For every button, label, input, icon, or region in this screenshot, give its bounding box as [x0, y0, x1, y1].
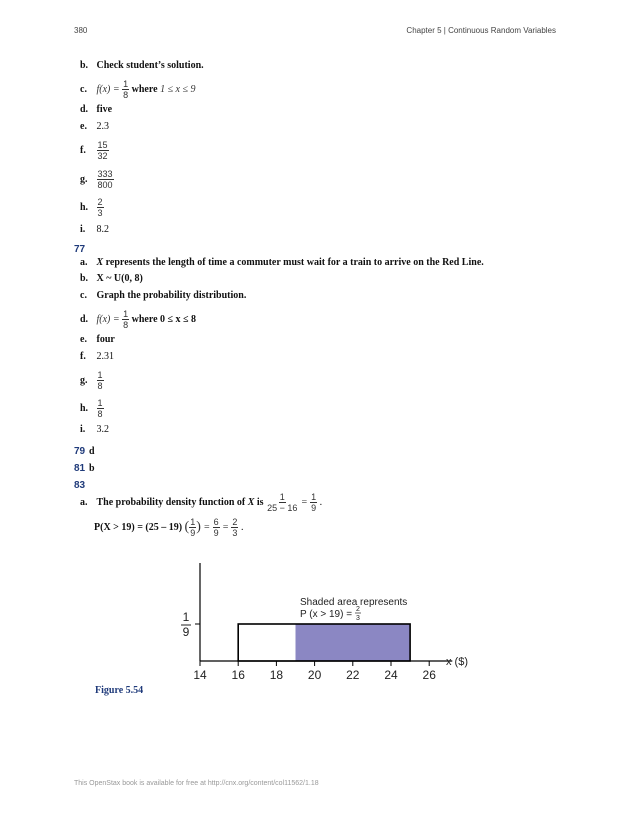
fraction: $\frac{2}{3}$	[97, 197, 103, 218]
y-tick-numerator: 1	[182, 610, 190, 624]
page-number: 380	[74, 26, 88, 35]
answer-e	[80, 121, 109, 133]
period: .	[319, 496, 323, 508]
x-tick-label: 14	[193, 668, 207, 682]
answer-h	[80, 197, 104, 218]
shaded-region	[296, 624, 411, 661]
fraction: $\frac{1}{25 - 16}$	[267, 492, 298, 513]
annotation-numerator: 2	[356, 606, 360, 613]
answer-77f	[80, 351, 114, 363]
equals-sign: =	[300, 496, 308, 508]
fraction: $\frac{1}{8}$	[123, 309, 129, 330]
fraction: $\frac{2}{3}$	[232, 517, 238, 538]
answer-b	[80, 60, 204, 72]
answer-text: The probability density function of	[96, 496, 246, 508]
answer-g	[80, 169, 114, 190]
fraction: $\frac{1}{8}$	[97, 398, 103, 419]
answer-77a	[80, 257, 484, 269]
variable: X	[247, 496, 255, 508]
item-label: i.	[80, 224, 86, 235]
fraction: $\frac{1}{8}$	[123, 79, 129, 100]
answer-text: 2.31	[96, 351, 114, 362]
item-label: c.	[80, 290, 87, 301]
annotation-denominator: 3	[356, 615, 360, 622]
equals-sign: =	[222, 521, 229, 533]
answer-text: Graph the probability distribution.	[96, 290, 247, 301]
annotation-line-1: Shaded area represents	[300, 597, 408, 608]
item-label: h.	[80, 402, 89, 414]
item-label: b.	[80, 60, 89, 71]
item-label: f.	[80, 351, 86, 362]
fraction: $\frac{1}{9}$	[311, 492, 317, 513]
answer-83a	[80, 492, 322, 513]
fraction: $\frac{6}{9}$	[213, 517, 219, 538]
x-tick-label: 20	[307, 668, 322, 682]
item-label: e.	[80, 121, 87, 132]
answer-text: Check student’s solution.	[96, 60, 204, 71]
footer-note: This OpenStax book is available for free at http://cnx.org/content/col11562/1.18	[74, 780, 319, 787]
fraction: $\frac{1}{8}$	[97, 370, 103, 391]
item-label: d.	[80, 313, 89, 325]
range-expr: 1 ≤ x ≤ 9	[160, 83, 196, 95]
item-label: c.	[80, 83, 87, 95]
problem-number-83: 83	[74, 480, 86, 491]
problem-number-81: 81	[74, 463, 86, 474]
chapter-header: Chapter 5 | Continuous Random Variables	[406, 26, 556, 35]
answer-77i	[80, 424, 109, 436]
item-label: h.	[80, 201, 89, 213]
x-tick-label: 22	[346, 668, 360, 682]
item-label: g.	[80, 173, 88, 185]
figure-caption: Figure 5.54	[95, 685, 144, 696]
item-label: f.	[80, 144, 86, 156]
probability-calc: P(X > 19) = (25 – 19) ( $\frac{1}{9}$ ) = $\frac{6}{9}$ = $\frac{2}{3}$ .	[94, 517, 244, 538]
answer-c	[80, 79, 195, 100]
x-tick-label: 26	[422, 668, 436, 682]
fraction: $\frac{15}{32}$	[97, 140, 108, 161]
problem-number-77: 77	[74, 244, 86, 255]
item-label: b.	[80, 273, 89, 284]
answer-77g	[80, 370, 104, 391]
answer-text: represents the length of time a commuter must wait for a train to arrive on the Red Line.	[103, 257, 484, 268]
problem-number-79: 79	[74, 446, 86, 457]
answer-text: b	[89, 463, 95, 474]
fraction: $\frac{333}{800}$	[97, 169, 113, 190]
answer-text: four	[96, 334, 115, 345]
answer-text: 2.3	[96, 121, 109, 132]
answer-79	[89, 446, 95, 458]
y-tick-denominator: 9	[182, 625, 190, 639]
variable: X	[96, 257, 104, 268]
annotation-line-2: P (x > 19) =	[300, 609, 353, 620]
x-tick-label: 18	[269, 668, 284, 682]
answer-text: X ~ U(0, 8)	[96, 273, 143, 284]
item-label: e.	[80, 334, 87, 345]
answer-77c	[80, 290, 246, 302]
item-label: i.	[80, 424, 86, 435]
x-axis-label: x ($)	[446, 656, 468, 668]
density-rectangle	[238, 624, 410, 661]
answer-77h	[80, 398, 104, 419]
answer-77b	[80, 273, 143, 285]
function-expr: f(x) =	[96, 83, 120, 95]
answer-text: five	[96, 104, 113, 115]
item-label: a.	[80, 257, 88, 268]
answer-81	[89, 463, 95, 475]
item-label: a.	[80, 496, 88, 508]
where-word: where	[131, 83, 158, 95]
answer-text: 8.2	[96, 224, 109, 235]
answer-text: is	[256, 496, 264, 508]
item-label: g.	[80, 374, 88, 386]
answer-text: d	[89, 446, 95, 457]
answer-i	[80, 224, 109, 236]
where-text: where 0 ≤ x ≤ 8	[131, 313, 197, 325]
answer-77e	[80, 334, 115, 346]
answer-f	[80, 140, 109, 161]
x-tick-label: 24	[384, 668, 398, 682]
period: .	[240, 521, 244, 533]
equals-sign: =	[203, 521, 211, 533]
answer-text: 3.2	[96, 424, 109, 435]
item-label: d.	[80, 104, 89, 115]
x-tick-label: 16	[231, 668, 245, 682]
function-expr: f(x) =	[96, 313, 120, 325]
prob-expr: P(X > 19) = (25 – 19)	[94, 521, 183, 533]
answer-d	[80, 104, 112, 116]
fraction: $\frac{1}{9}$	[190, 517, 196, 538]
answer-77d	[80, 309, 196, 330]
